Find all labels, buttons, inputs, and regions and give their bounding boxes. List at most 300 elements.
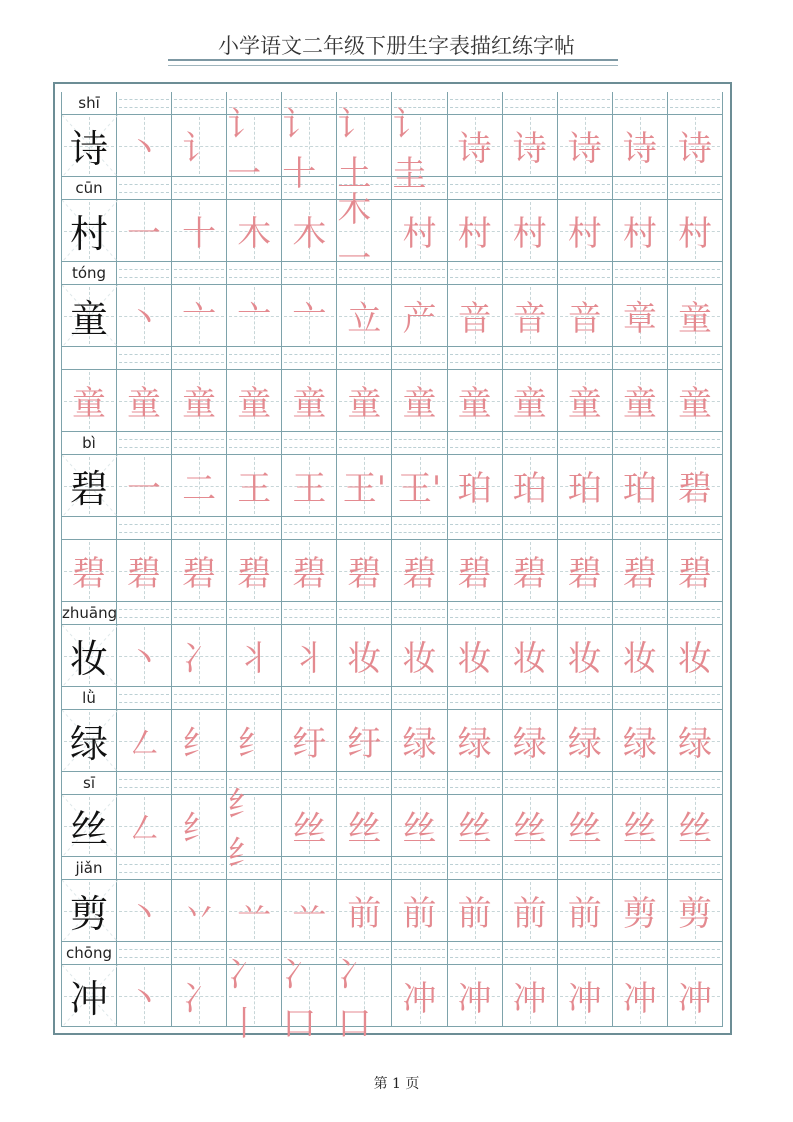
trace-cell[interactable] (448, 795, 503, 857)
trace-cell[interactable] (448, 965, 503, 1027)
pinyin-writing-cell[interactable] (282, 772, 337, 795)
pinyin-writing-cell[interactable] (448, 857, 503, 880)
pinyin-writing-cell[interactable] (448, 92, 503, 115)
pinyin-writing-cell[interactable] (613, 347, 668, 370)
stroke-order-character: 丶 (127, 894, 162, 934)
stroke-order-character: 一 (127, 214, 162, 254)
title-underline (168, 59, 618, 66)
pinyin-writing-cell[interactable] (172, 177, 227, 200)
pinyin-writing-cell[interactable] (558, 92, 613, 115)
pinyin-writing-cell[interactable] (172, 347, 227, 370)
trace-cell[interactable] (613, 965, 668, 1027)
stroke-order-character: 剪 (677, 894, 712, 934)
pinyin-writing-cell[interactable] (668, 942, 723, 965)
pinyin-writing-cell[interactable] (668, 517, 723, 540)
trace-cell[interactable] (337, 710, 392, 772)
stroke-order-character: 丬 (237, 639, 272, 679)
trace-character: 碧 (72, 554, 106, 594)
trace-cell[interactable] (448, 540, 503, 602)
trace-cell[interactable] (668, 115, 723, 177)
stroke-order-character: 冫 (182, 639, 217, 679)
pinyin-writing-cell[interactable] (613, 92, 668, 115)
trace-cell[interactable] (172, 370, 227, 432)
pinyin-writing-cell[interactable] (448, 942, 503, 965)
trace-cell[interactable] (613, 625, 668, 687)
pinyin-writing-cell[interactable] (668, 177, 723, 200)
practice-grid-frame (53, 82, 732, 1044)
trace-cell[interactable] (558, 115, 613, 177)
pinyin-writing-cell[interactable] (613, 857, 668, 880)
pinyin-writing-cell[interactable] (503, 857, 558, 880)
pinyin-writing-cell[interactable] (282, 602, 337, 625)
pinyin-writing-cell[interactable] (448, 432, 503, 455)
pinyin-writing-cell[interactable] (613, 262, 668, 285)
trace-cell[interactable] (448, 115, 503, 177)
pinyin-writing-cell[interactable] (503, 347, 558, 370)
pinyin-writing-cell[interactable] (668, 687, 723, 710)
stroke-order-character: 前 (512, 894, 547, 934)
trace-cell[interactable] (503, 540, 558, 602)
trace-cell[interactable] (392, 625, 447, 687)
pinyin-writing-cell[interactable] (117, 942, 172, 965)
trace-cell[interactable] (503, 965, 558, 1027)
trace-cell[interactable] (503, 455, 558, 517)
pinyin-writing-cell[interactable] (448, 347, 503, 370)
pinyin-writing-cell[interactable] (558, 602, 613, 625)
trace-cell[interactable] (558, 880, 613, 942)
stroke-order-character: 碧 (457, 554, 492, 594)
trace-cell[interactable] (392, 104, 447, 194)
stroke-order-character: 珀 (512, 469, 547, 509)
pinyin-writing-cell[interactable] (668, 857, 723, 880)
model-character-cell (61, 115, 117, 177)
stroke-order-character: 亠 (292, 299, 327, 339)
pinyin-writing-cell[interactable] (172, 262, 227, 285)
trace-cell[interactable] (337, 455, 392, 517)
pinyin-writing-cell[interactable] (282, 262, 337, 285)
model-character-cell (61, 795, 117, 857)
pinyin-writing-cell[interactable] (448, 517, 503, 540)
pinyin-writing-cell[interactable] (172, 517, 227, 540)
stroke-order-character: 剪 (622, 894, 657, 934)
pinyin-writing-cell[interactable] (337, 347, 392, 370)
stroke-order-character: 王 (292, 469, 327, 509)
stroke-order-character: 丶 (127, 129, 162, 169)
trace-cell[interactable] (503, 200, 558, 262)
trace-cell[interactable] (558, 710, 613, 772)
trace-cell[interactable] (117, 370, 172, 432)
trace-cell[interactable] (337, 104, 392, 194)
trace-cell[interactable] (668, 625, 723, 687)
pinyin-row (61, 602, 723, 625)
pinyin-writing-cell[interactable] (227, 517, 282, 540)
stroke-order-character: 童 (402, 384, 437, 424)
pinyin-writing-cell[interactable] (503, 687, 558, 710)
trace-cell[interactable] (117, 625, 172, 687)
trace-cell[interactable] (558, 455, 613, 517)
trace-cell[interactable] (613, 285, 668, 347)
trace-cell[interactable] (117, 880, 172, 942)
trace-cell[interactable] (613, 710, 668, 772)
pinyin-writing-cell[interactable] (282, 517, 337, 540)
stroke-order-character: 村 (677, 214, 712, 254)
trace-cell[interactable] (613, 370, 668, 432)
trace-cell[interactable] (337, 880, 392, 942)
pinyin-writing-cell[interactable] (448, 687, 503, 710)
trace-cell[interactable] (448, 455, 503, 517)
trace-cell[interactable] (117, 795, 172, 857)
character-row (61, 285, 723, 347)
trace-cell[interactable] (668, 710, 723, 772)
trace-cell[interactable] (172, 540, 227, 602)
trace-cell[interactable] (172, 115, 227, 177)
stroke-order-character: 珀 (457, 469, 492, 509)
pinyin-writing-cell[interactable] (227, 347, 282, 370)
stroke-order-character: 童 (457, 384, 492, 424)
trace-cell[interactable] (558, 200, 613, 262)
trace-cell[interactable] (61, 370, 117, 432)
stroke-order-character: 丝 (512, 809, 547, 849)
stroke-order-character: 冫口 (337, 954, 372, 1044)
stroke-order-character: 碧 (677, 469, 712, 509)
pinyin-writing-cell[interactable] (558, 262, 613, 285)
trace-cell[interactable] (448, 880, 503, 942)
trace-cell[interactable] (337, 370, 392, 432)
pinyin-writing-cell[interactable] (337, 432, 392, 455)
stroke-order-character: 冫丨 (227, 954, 262, 1044)
trace-cell[interactable] (392, 455, 447, 517)
trace-cell[interactable] (392, 370, 447, 432)
pinyin-writing-cell[interactable] (392, 772, 447, 795)
pinyin-writing-cell[interactable] (558, 177, 613, 200)
trace-cell[interactable] (668, 285, 723, 347)
pinyin-writing-cell[interactable] (558, 347, 613, 370)
trace-cell[interactable] (503, 370, 558, 432)
trace-cell[interactable] (337, 189, 392, 279)
pinyin-writing-cell[interactable] (172, 432, 227, 455)
trace-cell[interactable] (337, 540, 392, 602)
trace-cell[interactable] (448, 285, 503, 347)
model-character: 碧 (69, 467, 108, 511)
trace-cell[interactable] (392, 200, 447, 262)
pinyin-writing-cell[interactable] (172, 772, 227, 795)
pinyin-writing-cell[interactable] (282, 857, 337, 880)
trace-cell[interactable] (282, 625, 337, 687)
stroke-order-character: 音 (567, 299, 602, 339)
pinyin-writing-cell[interactable] (503, 517, 558, 540)
pinyin-writing-cell[interactable] (392, 602, 447, 625)
trace-cell[interactable] (668, 370, 723, 432)
stroke-order-character: 冫口 (282, 954, 317, 1044)
trace-cell[interactable] (448, 200, 503, 262)
trace-cell[interactable] (172, 200, 227, 262)
trace-cell[interactable] (503, 625, 558, 687)
trace-cell[interactable] (503, 710, 558, 772)
stroke-order-character: 王' (342, 469, 387, 509)
pinyin-writing-cell[interactable] (172, 857, 227, 880)
trace-cell[interactable] (392, 710, 447, 772)
pinyin-label: chōng (61, 942, 117, 965)
trace-cell[interactable] (172, 710, 227, 772)
pinyin-writing-cell[interactable] (117, 687, 172, 710)
pinyin-row (61, 262, 723, 285)
pinyin-writing-cell[interactable] (668, 772, 723, 795)
pinyin-row (61, 857, 723, 880)
trace-cell[interactable] (282, 200, 337, 262)
stroke-order-character: 碧 (567, 554, 602, 594)
trace-cell[interactable] (337, 285, 392, 347)
stroke-order-character: 诗 (457, 129, 492, 169)
stroke-order-character: 妆 (457, 639, 492, 679)
pinyin-writing-cell[interactable] (117, 177, 172, 200)
pinyin-writing-cell[interactable] (172, 602, 227, 625)
trace-cell[interactable] (117, 540, 172, 602)
pinyin-writing-cell[interactable] (448, 262, 503, 285)
trace-cell[interactable] (117, 710, 172, 772)
trace-cell[interactable] (282, 954, 337, 1044)
trace-cell[interactable] (613, 795, 668, 857)
trace-cell[interactable] (227, 540, 282, 602)
trace-cell[interactable] (448, 625, 503, 687)
trace-cell[interactable] (392, 880, 447, 942)
pinyin-writing-cell[interactable] (117, 432, 172, 455)
stroke-order-character: 讠 (182, 129, 217, 169)
trace-cell[interactable] (282, 795, 337, 857)
trace-cell[interactable] (668, 965, 723, 1027)
pinyin-writing-cell[interactable] (337, 857, 392, 880)
pinyin-writing-cell[interactable] (117, 517, 172, 540)
stroke-order-character: 音 (457, 299, 492, 339)
trace-cell[interactable] (448, 370, 503, 432)
trace-cell[interactable] (227, 285, 282, 347)
trace-cell[interactable] (282, 104, 337, 194)
trace-cell[interactable] (282, 710, 337, 772)
trace-cell[interactable] (503, 285, 558, 347)
pinyin-writing-cell[interactable] (392, 347, 447, 370)
pinyin-writing-cell[interactable] (503, 177, 558, 200)
pinyin-row (61, 942, 723, 965)
trace-cell[interactable] (392, 285, 447, 347)
pinyin-writing-cell[interactable] (227, 432, 282, 455)
pinyin-writing-cell[interactable] (613, 517, 668, 540)
trace-cell[interactable] (337, 625, 392, 687)
pinyin-writing-cell[interactable] (117, 857, 172, 880)
pinyin-writing-cell[interactable] (227, 602, 282, 625)
trace-cell[interactable] (503, 880, 558, 942)
trace-cell[interactable] (227, 880, 282, 942)
pinyin-writing-cell[interactable] (613, 177, 668, 200)
stroke-order-character: 䒑 (292, 894, 327, 934)
pinyin-writing-cell[interactable] (227, 687, 282, 710)
trace-cell[interactable] (227, 455, 282, 517)
trace-cell[interactable] (172, 455, 227, 517)
trace-cell[interactable] (668, 455, 723, 517)
pinyin-writing-cell[interactable] (117, 262, 172, 285)
pinyin-writing-cell[interactable] (392, 857, 447, 880)
trace-cell[interactable] (282, 880, 337, 942)
trace-cell[interactable] (558, 625, 613, 687)
trace-cell[interactable] (282, 370, 337, 432)
pinyin-writing-cell[interactable] (668, 602, 723, 625)
stroke-order-character: 十 (182, 214, 217, 254)
trace-cell[interactable] (392, 795, 447, 857)
pinyin-writing-cell[interactable] (392, 432, 447, 455)
pinyin-writing-cell[interactable] (282, 432, 337, 455)
trace-cell[interactable] (613, 200, 668, 262)
trace-cell[interactable] (227, 710, 282, 772)
pinyin-writing-cell[interactable] (392, 517, 447, 540)
trace-cell[interactable] (172, 880, 227, 942)
trace-cell[interactable] (558, 795, 613, 857)
trace-cell[interactable] (227, 625, 282, 687)
trace-cell[interactable] (558, 965, 613, 1027)
model-character: 冲 (69, 977, 108, 1021)
pinyin-writing-cell[interactable] (282, 687, 337, 710)
trace-cell[interactable] (61, 540, 117, 602)
character-row (61, 540, 723, 602)
pinyin-writing-cell[interactable] (613, 772, 668, 795)
stroke-order-character: ㇜ (127, 724, 162, 764)
trace-cell[interactable] (227, 200, 282, 262)
trace-cell[interactable] (668, 880, 723, 942)
pinyin-writing-cell[interactable] (613, 942, 668, 965)
character-block (61, 517, 723, 602)
pinyin-writing-cell[interactable] (117, 602, 172, 625)
stroke-order-character: 王' (397, 469, 442, 509)
trace-cell[interactable] (227, 954, 282, 1044)
pinyin-writing-cell[interactable] (503, 92, 558, 115)
stroke-order-character: 绿 (567, 724, 602, 764)
pinyin-writing-cell[interactable] (282, 347, 337, 370)
stroke-order-character: 绿 (622, 724, 657, 764)
stroke-order-character: 冲 (512, 979, 547, 1019)
trace-cell[interactable] (668, 795, 723, 857)
trace-cell[interactable] (172, 965, 227, 1027)
pinyin-writing-cell[interactable] (668, 347, 723, 370)
trace-cell[interactable] (337, 795, 392, 857)
trace-character: 童 (72, 384, 106, 424)
trace-cell[interactable] (227, 104, 282, 194)
pinyin-writing-cell[interactable] (503, 432, 558, 455)
stroke-order-character: 童 (127, 384, 162, 424)
pinyin-writing-cell[interactable] (117, 92, 172, 115)
pinyin-writing-cell[interactable] (558, 432, 613, 455)
trace-cell[interactable] (668, 540, 723, 602)
pinyin-writing-cell[interactable] (668, 92, 723, 115)
trace-cell[interactable] (117, 115, 172, 177)
trace-cell[interactable] (227, 784, 282, 874)
pinyin-writing-cell[interactable] (613, 602, 668, 625)
trace-cell[interactable] (117, 285, 172, 347)
pinyin-writing-cell[interactable] (668, 432, 723, 455)
trace-cell[interactable] (227, 370, 282, 432)
pinyin-writing-cell[interactable] (337, 687, 392, 710)
pinyin-writing-cell[interactable] (337, 517, 392, 540)
trace-cell[interactable] (503, 115, 558, 177)
model-character: 剪 (69, 892, 108, 936)
character-block (61, 687, 723, 772)
trace-cell[interactable] (282, 455, 337, 517)
pinyin-writing-cell[interactable] (668, 262, 723, 285)
pinyin-writing-cell[interactable] (613, 687, 668, 710)
trace-cell[interactable] (613, 115, 668, 177)
stroke-order-character: 讠圭 (392, 104, 427, 194)
stroke-order-character: 碧 (237, 554, 272, 594)
trace-cell[interactable] (172, 625, 227, 687)
trace-cell[interactable] (282, 285, 337, 347)
stroke-order-character: 讠一 (227, 104, 262, 194)
stroke-order-character: 王 (237, 469, 272, 509)
trace-cell[interactable] (503, 795, 558, 857)
trace-cell[interactable] (337, 954, 392, 1044)
pinyin-writing-cell[interactable] (558, 857, 613, 880)
pinyin-writing-cell[interactable] (227, 262, 282, 285)
stroke-order-character: 章 (622, 299, 657, 339)
trace-cell[interactable] (613, 880, 668, 942)
pinyin-writing-cell[interactable] (392, 942, 447, 965)
trace-cell[interactable] (558, 285, 613, 347)
stroke-order-character: 碧 (347, 554, 382, 594)
trace-cell[interactable] (392, 965, 447, 1027)
trace-cell[interactable] (117, 965, 172, 1027)
pinyin-writing-cell[interactable] (503, 942, 558, 965)
pinyin-writing-cell[interactable] (392, 262, 447, 285)
model-character: 妆 (69, 637, 108, 681)
pinyin-writing-cell[interactable] (448, 177, 503, 200)
pinyin-writing-cell[interactable] (558, 687, 613, 710)
trace-cell[interactable] (613, 455, 668, 517)
pinyin-writing-cell[interactable] (503, 772, 558, 795)
pinyin-writing-cell[interactable] (337, 602, 392, 625)
pinyin-label: lǜ (61, 687, 117, 710)
trace-cell[interactable] (117, 200, 172, 262)
pinyin-writing-cell[interactable] (117, 347, 172, 370)
pinyin-writing-cell[interactable] (337, 772, 392, 795)
trace-cell[interactable] (558, 370, 613, 432)
stroke-order-character: 诗 (567, 129, 602, 169)
trace-cell[interactable] (668, 200, 723, 262)
pinyin-writing-cell[interactable] (503, 262, 558, 285)
stroke-order-character: 冲 (402, 979, 437, 1019)
model-character-cell (61, 285, 117, 347)
trace-cell[interactable] (172, 795, 227, 857)
pinyin-writing-cell[interactable] (558, 517, 613, 540)
pinyin-writing-cell[interactable] (172, 942, 227, 965)
pinyin-writing-cell[interactable] (448, 602, 503, 625)
trace-cell[interactable] (448, 710, 503, 772)
stroke-order-character: 童 (347, 384, 382, 424)
pinyin-writing-cell[interactable] (117, 772, 172, 795)
pinyin-writing-cell[interactable] (172, 687, 227, 710)
trace-cell[interactable] (282, 540, 337, 602)
stroke-order-character: 碧 (512, 554, 547, 594)
stroke-order-character: 纡 (347, 724, 382, 764)
pinyin-writing-cell[interactable] (558, 772, 613, 795)
trace-cell[interactable] (392, 540, 447, 602)
trace-cell[interactable] (172, 285, 227, 347)
pinyin-writing-cell[interactable] (448, 772, 503, 795)
pinyin-writing-cell[interactable] (558, 942, 613, 965)
trace-cell[interactable] (117, 455, 172, 517)
trace-cell[interactable] (613, 540, 668, 602)
stroke-order-character: 音 (512, 299, 547, 339)
trace-cell[interactable] (558, 540, 613, 602)
stroke-order-character: 丝 (677, 809, 712, 849)
pinyin-writing-cell[interactable] (392, 687, 447, 710)
pinyin-writing-cell[interactable] (613, 432, 668, 455)
pinyin-writing-cell[interactable] (172, 92, 227, 115)
pinyin-writing-cell[interactable] (503, 602, 558, 625)
